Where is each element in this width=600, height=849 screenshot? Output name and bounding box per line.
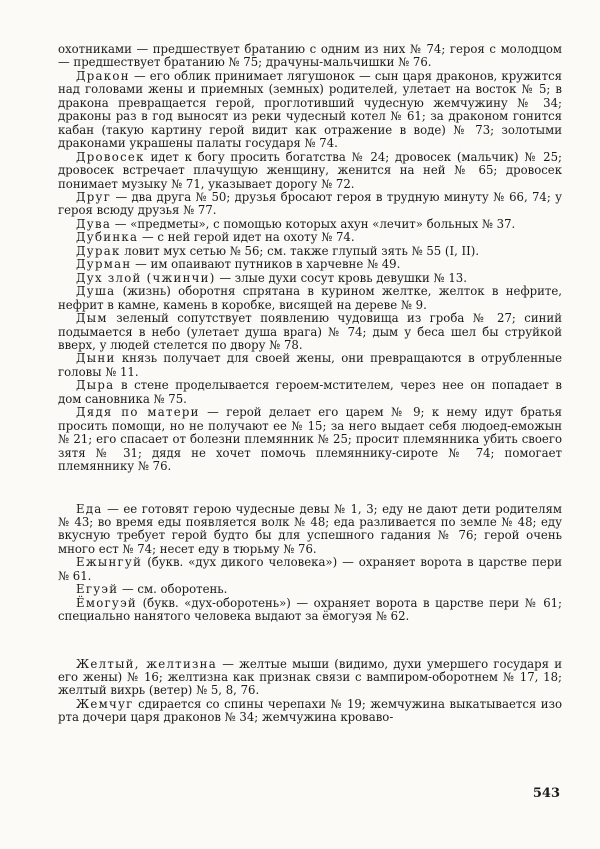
index-entry [58,272,562,285]
entry-headword: Дубинка [76,230,139,245]
entry-headword: Егуэй [76,582,119,597]
entry-text: охотниками — предшествует братанию с одним из них № 74; героя с молодцом — предшествует братанию № 75; драчуны-мальчишки № 76. [58,42,562,70]
index-entry [58,245,562,258]
entry-headword: Дурман [76,257,132,272]
index-entry [58,658,562,698]
section-zh-entries [58,658,562,725]
entry-text: (жизнь) оборотня спрятана в курином желтке, желток в нефрите, нефрит в камне, камень в коробке, висящей на дереве № 9. [58,284,562,312]
section-e-entries [58,503,562,624]
entry-headword: Дух злой (чжинчи) [76,270,216,285]
entry-text: — см. оборотень. [122,582,228,597]
index-entry [58,258,562,271]
section-d-entries [58,43,562,474]
entry-headword: Друг [76,189,112,204]
index-entry [58,218,562,231]
index-entry [58,70,562,151]
index-entry [58,597,562,624]
entry-headword: Дыни [76,351,116,366]
index-entry [58,191,562,218]
index-entry [58,231,562,244]
entry-headword: Желтый, желтизна [76,656,218,671]
entry-text: — злые духи сосут кровь девушки № 13. [219,270,467,285]
entry-text: сдирается со спины черепахи № 19; жемчужина выкатывается изо рта дочери царя драконов № 34; жемчужина кроваво- [58,696,562,725]
entry-text: — с ней герой идет на охоту № 74. [142,230,355,245]
entry-headword: Дурак [76,243,121,258]
page-number: 543 [532,786,560,801]
entry-headword: Дровосек [76,149,145,164]
index-entry [58,406,562,473]
index-entry [58,698,562,725]
index-entry [58,379,562,406]
entry-text: — герой делает его царем № 9; к нему идут братья просить помощи, но не получают ее № 15; за него выдает себя людоед-еможын № 21; его спасает от болезни племянник № 25; просит племянника убить своего зятя № 31; дядя не хочет помочь племяннику-сироте № 74; помогает племяннику № 76. [58,405,563,474]
index-text [58,43,562,725]
entry-headword: Дыра [76,378,115,393]
index-entry [58,503,562,557]
section-spacer [58,624,562,658]
index-entry [58,352,562,379]
entry-text: ловит мух сетью № 56; см. также глупый зять № 55 (I, II). [124,243,480,258]
entry-text: — два друга № 50; друзья бросают героя в трудную минуту № 66, 74; у героя всюду друзья № 77. [58,189,563,218]
index-entry [58,285,562,312]
entry-text: — его облик принимает лягушонок — сын царя драконов, кружится над головами жены и приемных (земных) родителей, улетает на восток № 5; в дракона превращается герой, проглотивший чудесную жемчужину № 34; драконы раз в год выносят из реки чудесный котел № 61; за драконом гонится кабан (такую картину герой видит как отражение в воде) № 73; золотыми драконами украшены палаты государя № 74. [58,68,562,151]
entry-text: — желтые мыши (видимо, духи умершего государя и его жены) № 16; желтизна как признак связи с вампиром-оборотнем № 17, 18; желтый вихрь (ветер) № 5, 8, 76. [58,656,562,698]
entry-headword: Дым [76,311,108,326]
index-entry [58,556,562,583]
entry-headword: Душа [76,284,116,299]
entry-text: (букв. «дух дикого человека») — охраняет ворота в царстве пери № 61. [58,555,562,583]
index-entry [58,312,562,352]
entry-text: — им опаивают путников в харчевне № 49. [135,257,401,272]
entry-text: идет к богу просить богатства № 24; дровосек (мальчик) № 25; дровосек встречает плачущую женщину, женится на ней № 65; дровосек понимает музыку № 71, указывает дорогу № 72. [58,149,562,191]
index-entry [58,583,562,596]
index-entry [58,151,562,191]
entry-headword: Ежынгуй [76,555,143,570]
entry-headword: Дядя по матери [76,405,200,420]
index-entry [58,43,562,70]
entry-headword: Жемчуг [76,696,134,711]
section-spacer [58,474,562,503]
entry-text: зеленый сопутствует появлению чудовища из гроба № 27; синий подымается в небо (улетает душа врага) № 74; дым у беса шел бы струйкой вверх, у людей стелется по двору № 78. [58,311,562,352]
entry-text: — ее готовят герою чудесные девы № 1, 3; еду не дают дети родителям № 43; во время еды появляется волк № 48; еда разливается по земле № 48; еду вкусную требует герой будто бы для успешного гадания № 76; герой очень много ест № 74; несет еду в тюрьму № 76. [58,501,562,556]
entry-text: — «предметы», с помощью которых ахун «лечит» больных № 37. [114,216,516,231]
entry-text: (букв. «дух-оборотень») — охраняет ворота в царстве пери № 61; специально нанятого человека выдают за ёмогуэя № 62. [58,595,562,624]
entry-headword: Дракон [76,68,130,83]
entry-headword: Ёмогуэй [76,595,138,610]
entry-text: в стене проделывается героем-мстителем, через нее он попадает в дом сановника № 75. [58,378,562,406]
entry-headword: Еда [76,501,103,516]
entry-headword: Дува [76,216,112,231]
entry-text: князь получает для своей жены, они превращаются в отрубленные головы № 11. [58,351,563,379]
